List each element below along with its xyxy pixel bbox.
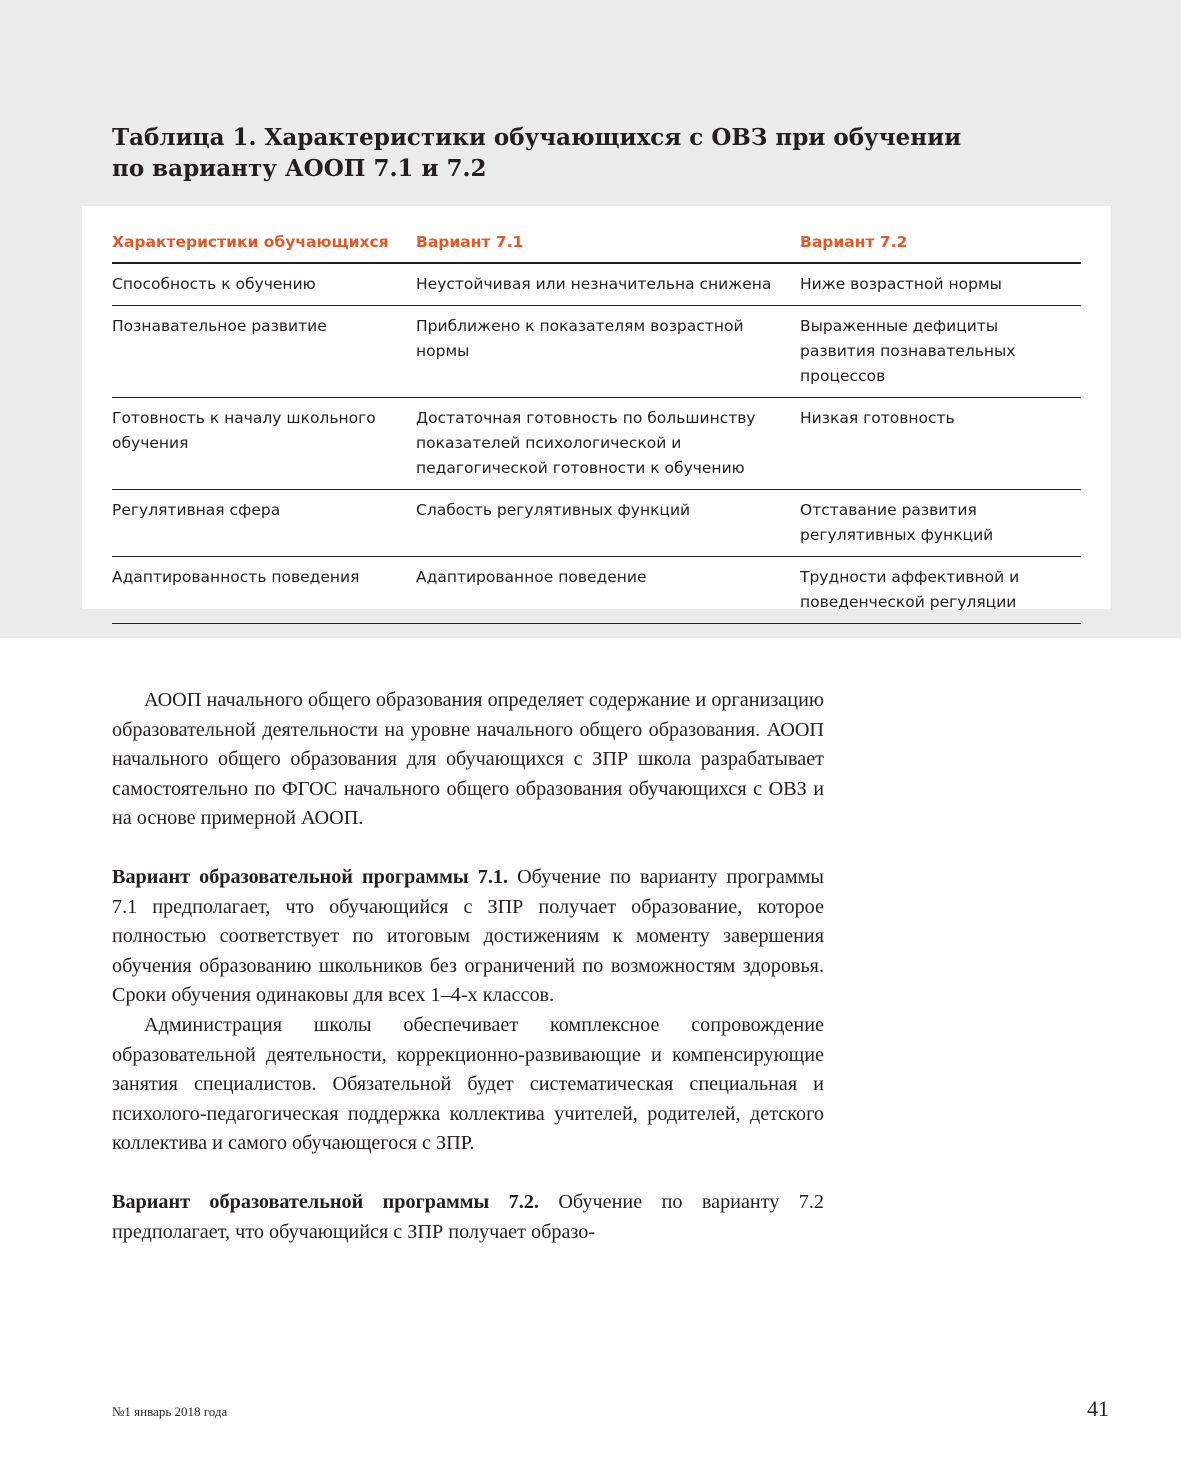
issue-footer: №1 январь 2018 года [112, 1404, 228, 1419]
page-number: 41 [1087, 1396, 1109, 1421]
table-cell: Трудности аффективной и поведенческой регуляции [800, 557, 1081, 624]
article-body [112, 686, 824, 1247]
table-cell: Ниже возрастной нормы [800, 263, 1081, 306]
paragraph [112, 863, 824, 1011]
paragraph-lead: Вариант образовательной программы 7.2. [112, 1190, 539, 1213]
table-cell: Достаточная готовность по большинству показателей психологической и педагогической готовности к обучению [416, 398, 800, 490]
table-cell: Приближено к показателям возрастной нормы [416, 306, 800, 398]
table-cell: Адаптированность поведения [112, 557, 416, 624]
column-header: Вариант 7.2 [800, 226, 1081, 263]
table-title-line-1: Таблица 1. Характеристики обучающихся с ОВЗ при обучении [112, 124, 962, 151]
table-cell: Регулятивная сфера [112, 490, 416, 557]
paragraph: АООП начального общего образования определяет содержание и организацию образовательной деятельности на уровне начального общего образования. АООП начального общего образования для обучающихся с ЗПР школа разрабатывает самостоятельно по ФГОС начального общего образования обучающихся с ОВЗ и на основе примерной АООП. [112, 689, 824, 830]
table-cell: Неустойчивая или незначительна снижена [416, 263, 800, 306]
table-cell: Выраженные дефициты развития познавательных процессов [800, 306, 1081, 398]
table-cell: Адаптированное поведение [416, 557, 800, 624]
column-header: Характеристики обучающихся [112, 226, 416, 263]
table-row [112, 398, 1081, 490]
table-card [82, 206, 1111, 609]
table-cell: Низкая готовность [800, 398, 1081, 490]
paragraph: Администрация школы обеспечивает комплексное сопровождение образовательной деятельности, коррекционно-развивающие и компенсирующие занятия специалистов. Обязательной будет систематическая специальная и психолого-педагогическая поддержка коллектива учителей, родителей, детского коллектива и самого обучающегося с ЗПР. [112, 1013, 824, 1155]
table-cell: Готовность к началу школьного обучения [112, 398, 416, 490]
table-cell: Отставание развития регулятивных функций [800, 490, 1081, 557]
table-cell: Способность к обучению [112, 263, 416, 306]
characteristics-table [112, 226, 1081, 624]
paragraph-lead: Вариант образовательной программы 7.1. [112, 865, 509, 888]
table-title-line-2: по варианту АООП 7.1 и 7.2 [112, 155, 487, 182]
column-header: Вариант 7.1 [416, 226, 800, 263]
table-cell: Слабость регулятивных функций [416, 490, 800, 557]
table-row [112, 263, 1081, 306]
table-title [112, 122, 1072, 184]
table-header-row [112, 226, 1081, 263]
table-row [112, 490, 1081, 557]
paragraph [112, 1188, 824, 1247]
table-cell: Познавательное развитие [112, 306, 416, 398]
table-row [112, 557, 1081, 624]
table-row [112, 306, 1081, 398]
paragraph-text: Обучение по варианту программы 7.1 предполагает, что обучающийся с ЗПР получает образование, которое полностью соответствует по итоговым достижениям к моменту завершения обучения образованию школьников без ограничений по возможностям здоровья. Сроки обучения одинаковы для всех 1–4-х классов. [112, 865, 824, 1007]
paragraph-text: Обучение по варианту 7.2 предполагает, что обучающийся с ЗПР получает образо- [112, 1190, 824, 1243]
